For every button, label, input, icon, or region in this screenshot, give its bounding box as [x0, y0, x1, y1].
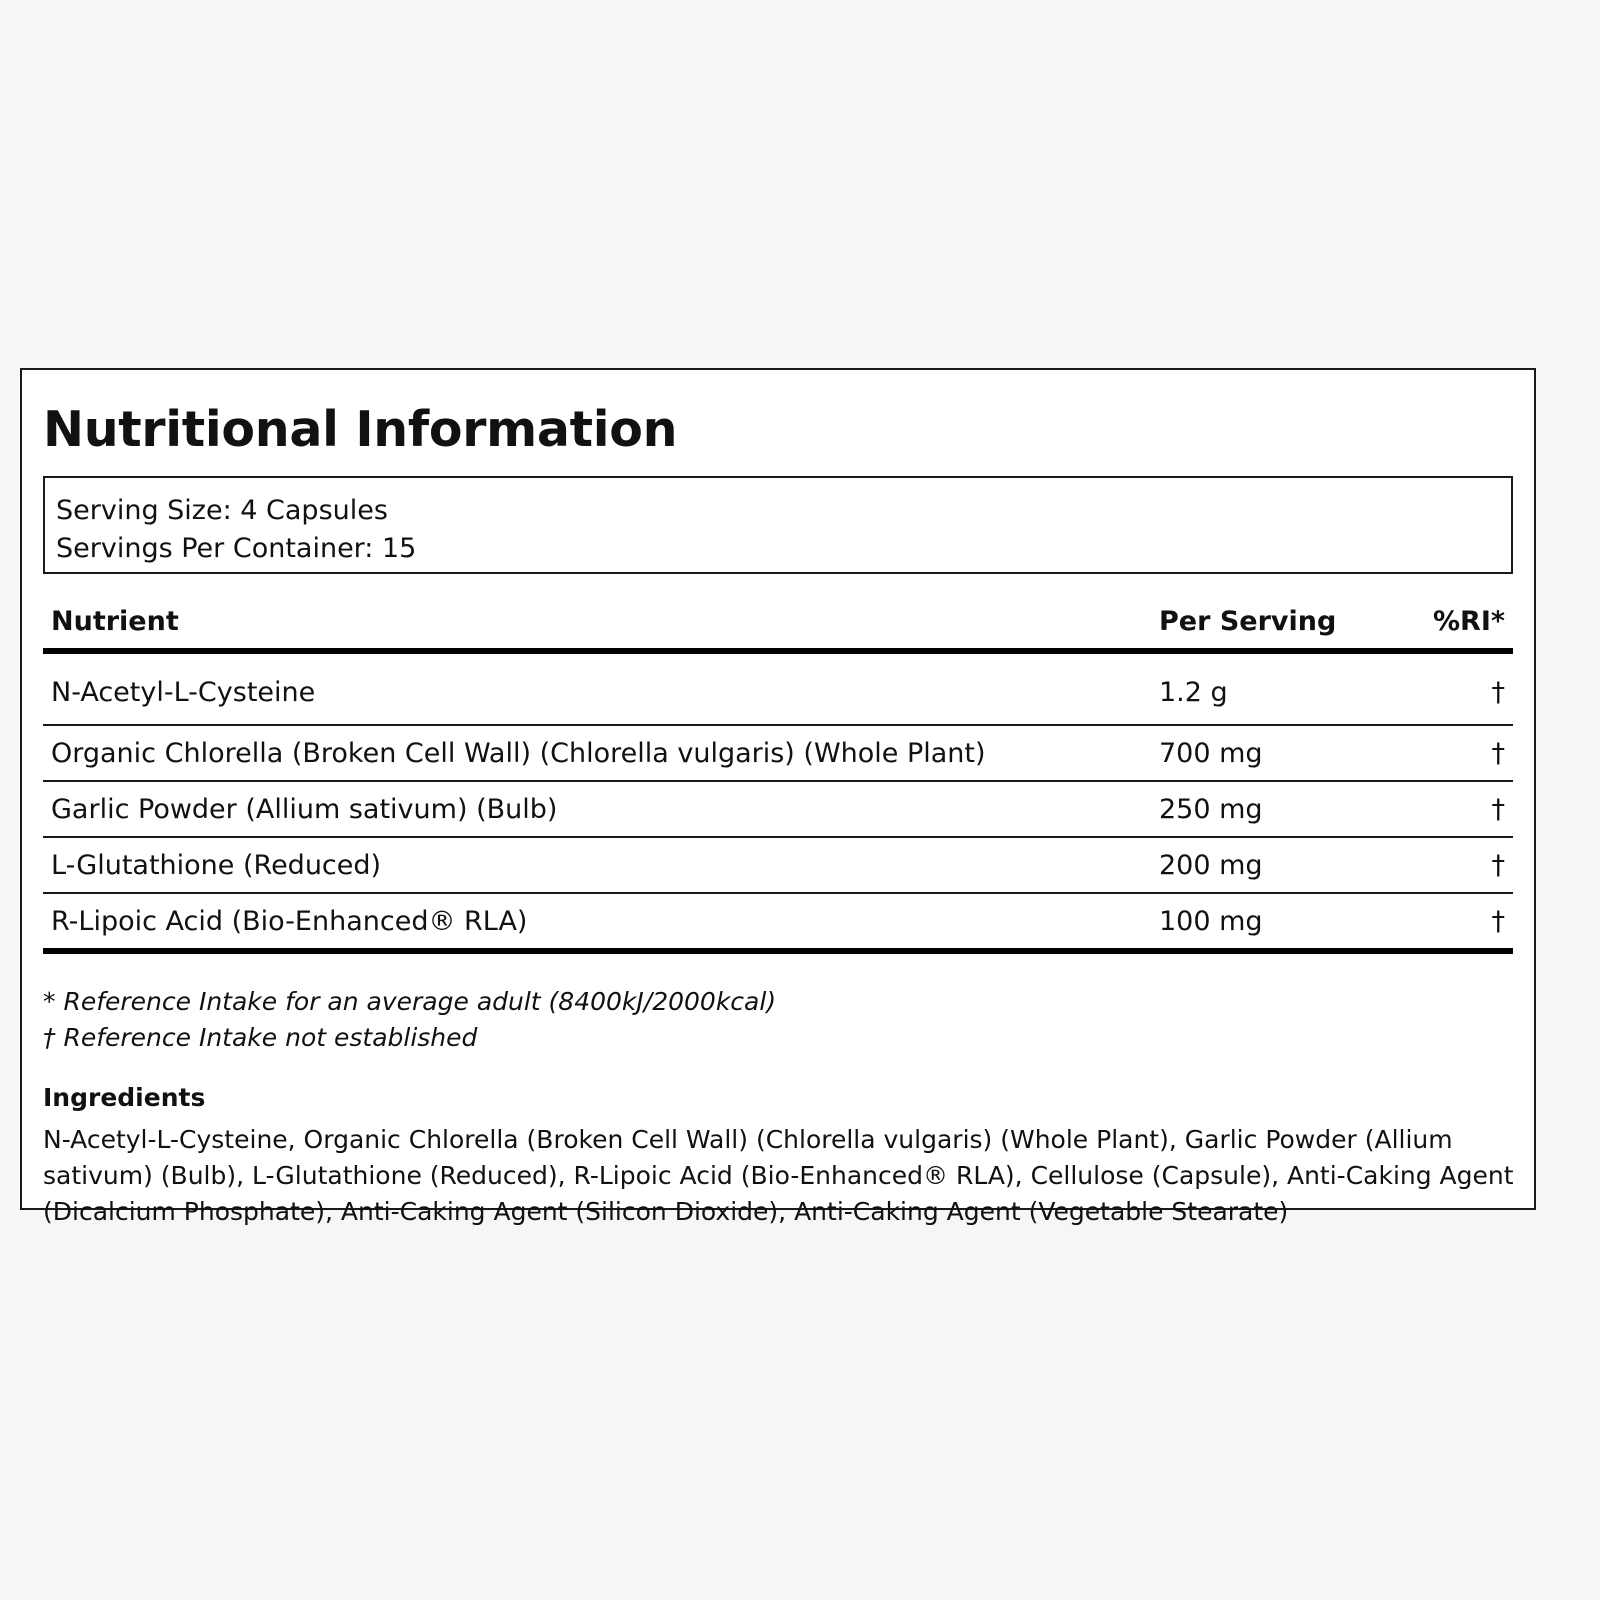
nutrient-ri: † — [1417, 837, 1513, 893]
table-row — [43, 781, 1513, 837]
nutrient-amount: 200 mg — [1151, 837, 1417, 893]
table-header-row — [43, 594, 1513, 651]
header-ri: %RI* — [1417, 594, 1513, 651]
nutrition-panel — [20, 368, 1536, 1226]
nutrient-name: Organic Chlorella (Broken Cell Wall) (Chlorella vulgaris) (Whole Plant) — [43, 725, 1151, 781]
header-per-serving: Per Serving — [1151, 594, 1417, 651]
nutrient-amount: 250 mg — [1151, 781, 1417, 837]
footnotes — [43, 984, 1513, 1056]
nutrient-amount: 1.2 g — [1151, 651, 1417, 725]
table-row — [43, 725, 1513, 781]
nutrient-ri: † — [1417, 893, 1513, 951]
serving-size: Serving Size: 4 Capsules — [56, 495, 388, 526]
ingredients-heading: Ingredients — [43, 1083, 206, 1112]
nutrient-amount: 100 mg — [1151, 893, 1417, 951]
serving-info-box — [43, 476, 1513, 574]
table-row — [43, 837, 1513, 893]
nutrient-name: Garlic Powder (Allium sativum) (Bulb) — [43, 781, 1151, 837]
table-row — [43, 651, 1513, 725]
nutrient-ri: † — [1417, 651, 1513, 725]
ri-footnote: * Reference Intake for an average adult (8400kJ/2000kcal) — [43, 987, 777, 1016]
nutrient-amount: 700 mg — [1151, 725, 1417, 781]
ingredients-text: N-Acetyl-L-Cysteine, Organic Chlorella (Broken Cell Wall) (Chlorella vulgaris) (Whole Plant), Garlic Powder (Allium sativum) (Bulb), L-Glutathione (Reduced), R-Lipoic Acid (Bio-Enhanced® RLA), Cellulose (Capsule), Anti-Caking Agent (Dicalcium Phosphate), Anti-Caking Agent (Silicon Dioxide), Anti-Caking Agent (Vegetable Stearate) — [43, 1125, 1514, 1226]
table-row — [43, 893, 1513, 951]
nutrient-name: N-Acetyl-L-Cysteine — [43, 651, 1151, 725]
nutrient-name: R-Lipoic Acid (Bio-Enhanced® RLA) — [43, 893, 1151, 951]
nutrient-name: L-Glutathione (Reduced) — [43, 837, 1151, 893]
header-nutrient: Nutrient — [43, 594, 1151, 651]
dagger-footnote: † Reference Intake not established — [43, 1023, 478, 1052]
nutrient-ri: † — [1417, 781, 1513, 837]
servings-per-container: Servings Per Container: 15 — [56, 533, 417, 564]
panel-title: Nutritional Information — [43, 401, 678, 458]
nutrient-table — [43, 594, 1513, 954]
nutrient-ri: † — [1417, 725, 1513, 781]
